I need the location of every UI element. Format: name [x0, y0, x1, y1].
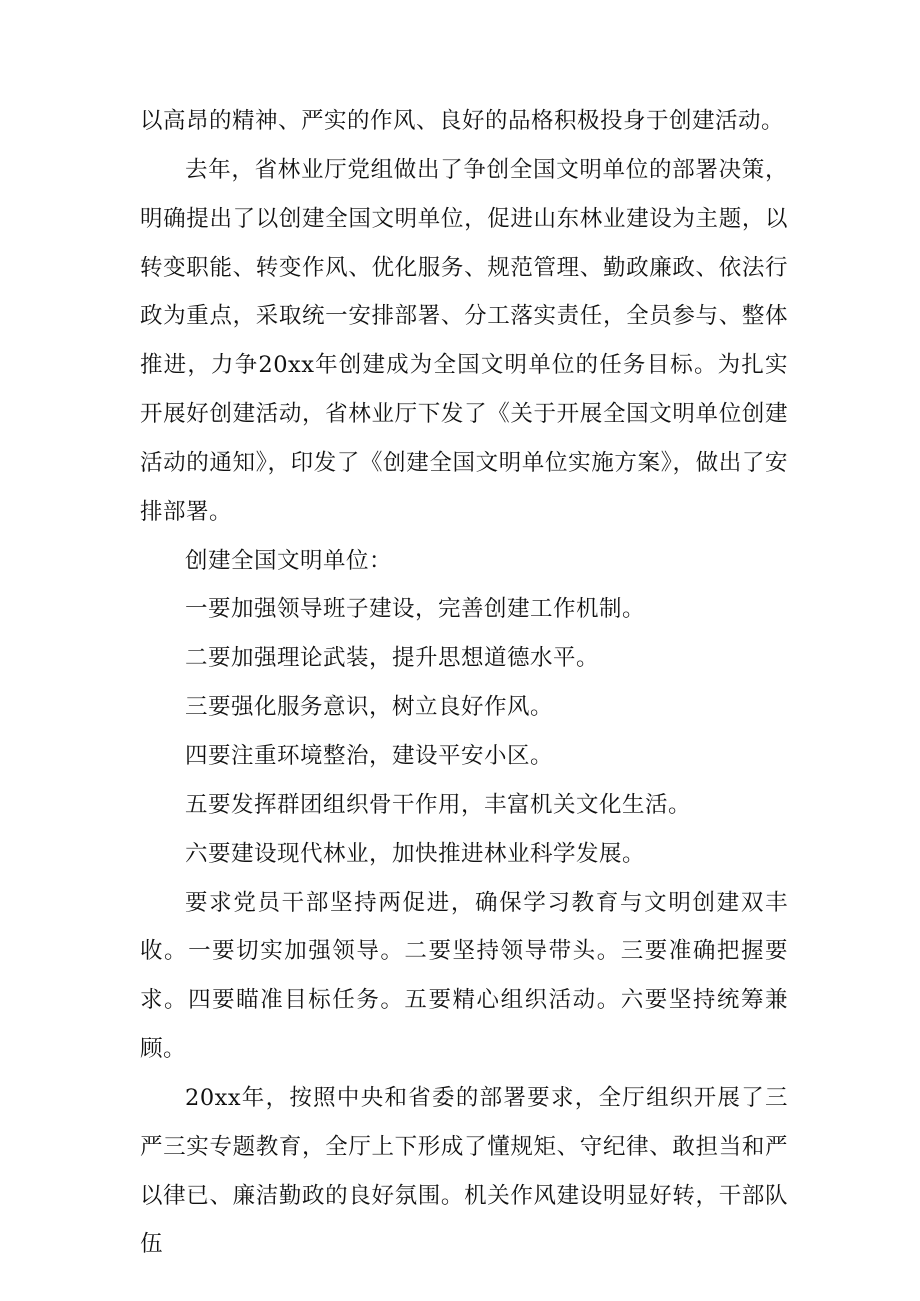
list-item-2: 二要加强理论武装，提升思想道德水平。: [185, 645, 600, 672]
list-item-4: 四要注重环境整治，建设平安小区。: [185, 742, 554, 769]
paragraph-deployment-decision: 去年，省林业厅党组做出了争创全国文明单位的部署决策，明确提出了以创建全国文明单位，促进山东林业建设为主题，以转变职能、转变作风、优化服务、规范管理、勤政廉政、依法行政为重点，采取统一安排部署、分工落实责任，全员参与、整体推进，力争20xx年创建成为全国文明单位的任务目标。为扎实开展好创建活动，省林业厅下发了《关于开展全国文明单位创建活动的通知》，印发了《创建全国文明单位实施方案》，做出了安排部署。: [140, 156, 788, 525]
list-item-1: 一要加强领导班子建设，完善创建工作机制。: [185, 596, 646, 623]
list-item-6: 六要建设现代林业，加快推进林业科学发展。: [185, 840, 646, 867]
document-body: [140, 97, 788, 1269]
paragraph-continuation: 以高昂的精神、严实的作风、良好的品格积极投身于创建活动。: [140, 108, 785, 134]
paragraph-education: 20xx年，按照中央和省委的部署要求，全厅组织开展了三严三实专题教育，全厅上下形成了懂规矩、守纪律、敢担当和严以律已、廉洁勤政的良好氛围。机关作风建设明显好转，干部队伍: [140, 1084, 788, 1258]
list-item-5: 五要发挥群团组织骨干作用，丰富机关文化生活。: [185, 791, 692, 818]
paragraph-requirements: 要求党员干部坚持两促进，确保学习教育与文明创建双丰收。一要切实加强领导。二要坚持领导带头。三要准确把握要求。四要瞄准目标任务。五要精心组织活动。六要坚持统筹兼顾。: [140, 889, 788, 1063]
paragraph-list-heading: 创建全国文明单位：: [185, 547, 393, 574]
list-item-3: 三要强化服务意识，树立良好作风。: [185, 694, 554, 721]
